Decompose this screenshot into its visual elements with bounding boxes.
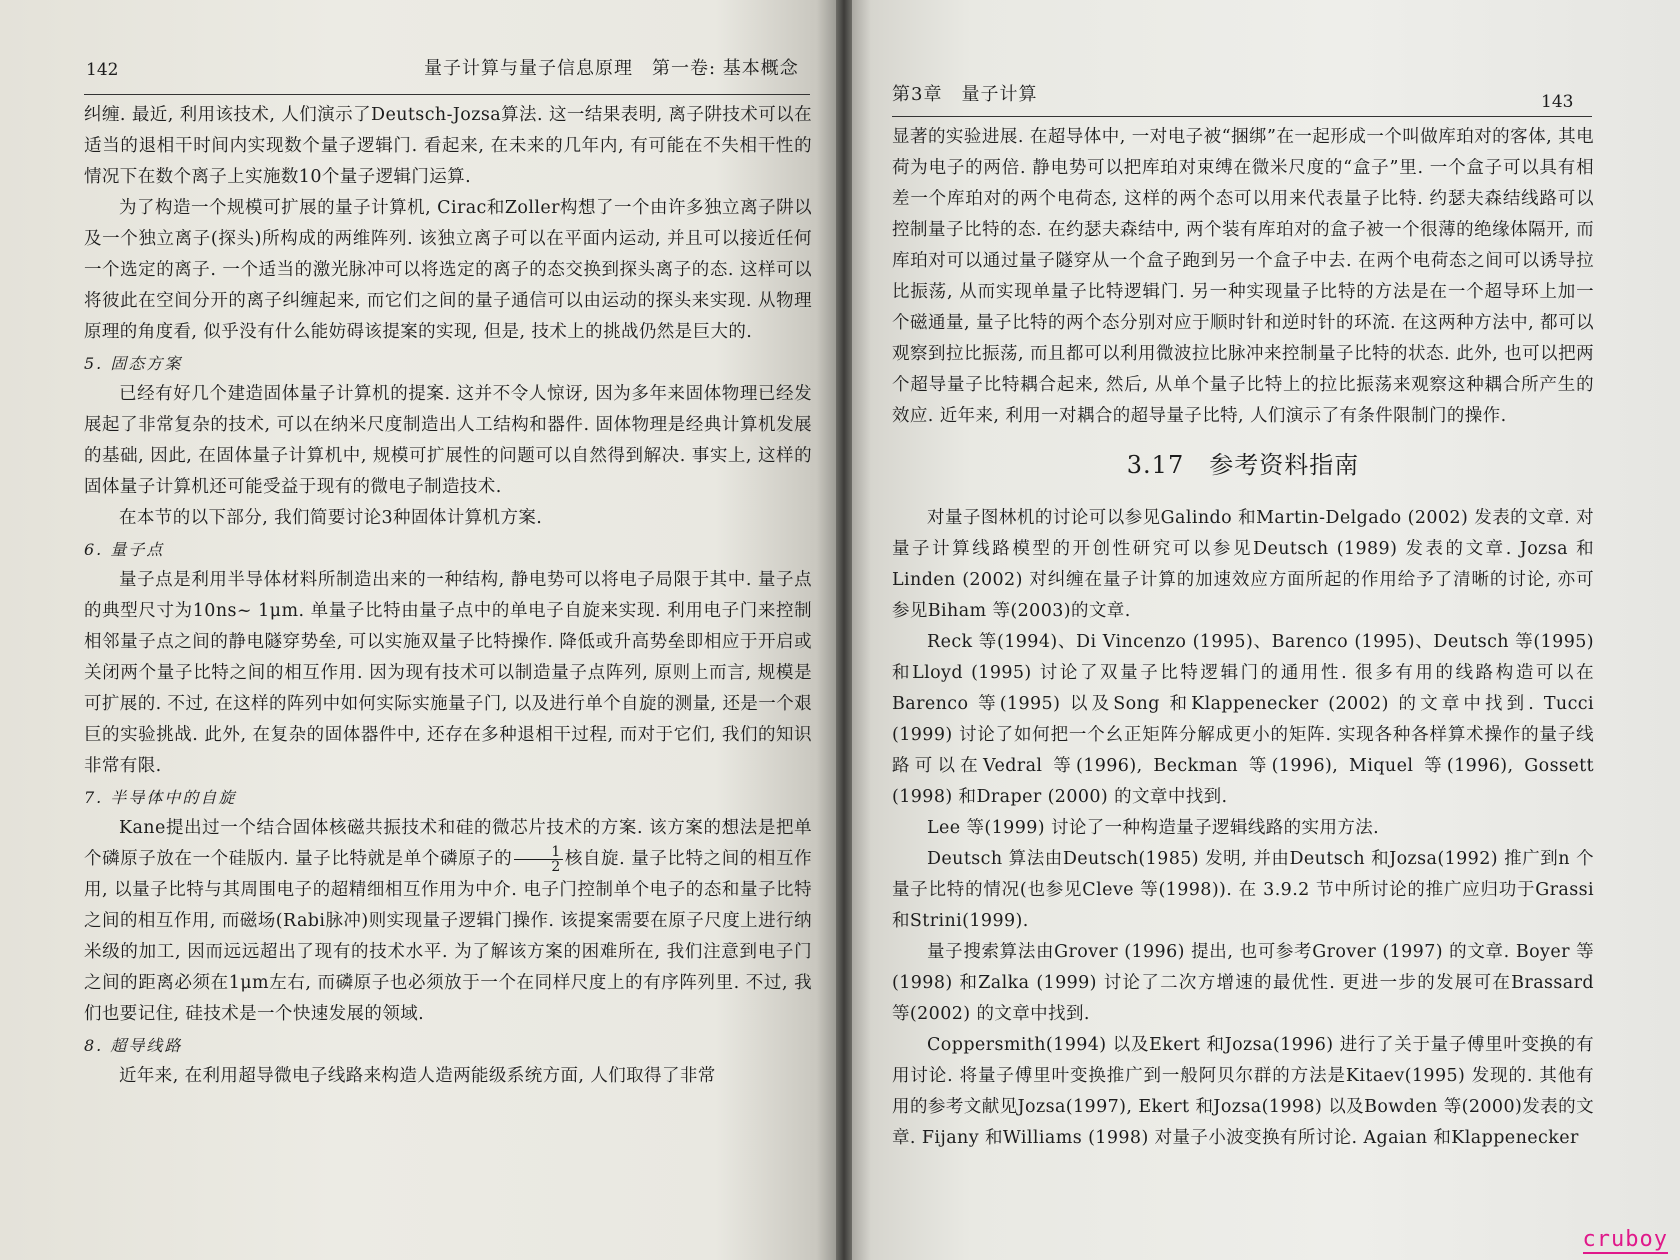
reference-paragraph: Deutsch 算法由Deutsch(1985) 发明, 并由Deutsch 和Jozsa(1992) 推广到n 个量子比特的情况(也参见Cleve 等(1998)). 在 3.9.2 节中所讨论的推广应归功于Grassi 和Strini(1999).	[892, 849, 1594, 931]
right-page-number: 143	[1541, 92, 1574, 112]
paragraph: 纠缠. 最近, 利用该技术, 人们演示了Deutsch-Jozsa算法. 这一结果表明, 离子阱技术可以在适当的退相干时间内实现数个量子逻辑门. 看起来, 在未来的几年内, 有可能在不失相干性的情况下在数个离子上实施数10个量子逻辑门运算.	[84, 105, 812, 187]
left-body	[84, 100, 812, 1092]
left-header-rule	[84, 94, 810, 95]
right-page	[846, 0, 1680, 1260]
reference-paragraph: 对量子图林机的讨论可以参见Galindo 和Martin-Delgado (2002) 发表的文章. 对量子计算线路模型的开创性研究可以参见Deutsch (1989) 发表的文章. Jozsa 和Linden (2002) 对纠缠在量子计算的加速效应方面所起的作用给予了清晰的讨论, 亦可参见Biham 等(2003)的文章.	[892, 508, 1594, 621]
paragraph: 显著的实验进展. 在超导体中, 一对电子被“捆绑”在一起形成一个叫做库珀对的客体, 其电荷为电子的两倍. 静电势可以把库珀对束缚在微米尺度的“盒子”里. 一个盒子可以具有相差一个库珀对的两个电荷态, 这样的两个态可以用来代表量子比特. 约瑟夫森结线路可以控制量子比特的态. 在约瑟夫森结中, 两个装有库珀对的盒子被一个很薄的绝缘体隔开, 而库珀对可以通过量子隧穿从一个盒子跑到另一个盒子中去. 在两个电荷态之间可以诱导拉比振荡, 从而实现单量子比特逻辑门. 另一种实现量子比特的方法是在一个超导环上加一个磁通量, 量子比特的两个态分别对应于顺时针和逆时针的环流. 在这两种方法中, 都可以观察到拉比振荡, 而且都可以利用微波拉比脉冲来控制量子比特的状态. 此外, 也可以把两个超导量子比特耦合起来, 然后, 从单个量子比特上的拉比振荡来观察这种耦合所产生的效应. 近年来, 利用一对耦合的超导量子比特, 人们演示了有条件限制门的操作.	[892, 127, 1594, 426]
left-running-header: 量子计算与量子信息原理 第一卷: 基本概念	[424, 58, 799, 79]
subsection-heading: 5. 固态方案	[84, 354, 183, 373]
watermark-text: cruboy	[1582, 1227, 1668, 1252]
left-page-number: 142	[86, 60, 119, 80]
paragraph-text: 核自旋. 量子比特之间的相互作用, 以量子比特与其周围电子的超精细相互作用为中介. 电子门控制单个电子的态和量子比特之间的相互作用, 而磁场(Rabi脉冲)则实现量子逻辑门操作. 该提案需要在原子尺度上进行纳米级的加工, 因而远远超出了现有的技术水平. 为了解该方案的困难所在, 我们注意到电子门之间的距离必须在1μm左右, 而磷原子也必须放于一个在同样尺度上的有序阵列里. 不过, 我们也要记住, 硅技术是一个快速发展的领域.	[84, 849, 813, 1024]
paragraph: 近年来, 在利用超导微电子线路来构造人造两能级系统方面, 人们取得了非常	[119, 1066, 716, 1086]
right-body	[892, 122, 1594, 1154]
book-gutter	[836, 0, 852, 1260]
paragraph: 为了构造一个规模可扩展的量子计算机, Cirac和Zoller构想了一个由许多独立离子阱以及一个独立离子(探头)所构成的两维阵列. 该独立离子可以在平面内运动, 并且可以接近任何一个选定的离子. 一个适当的激光脉冲可以将选定的离子的态交换到探头离子的态. 这样可以将彼此在空间分开的离子纠缠起来, 而它们之间的量子通信可以由运动的探头来实现. 从物理原理的角度看, 似乎没有什么能妨碍该提案的实现, 但是, 技术上的挑战仍然是巨大的.	[84, 198, 812, 342]
subsection-heading: 7. 半导体中的自旋	[84, 788, 237, 807]
subsection-heading: 8. 超导线路	[84, 1036, 183, 1055]
reference-paragraph: 量子搜索算法由Grover (1996) 提出, 也可参考Grover (1997) 的文章. Boyer 等(1998) 和Zalka (1999) 讨论了二次方增速的最优性. 更进一步的发展可在Brassard 等(2002) 的文章中找到.	[892, 942, 1594, 1024]
right-header-rule	[892, 116, 1592, 117]
reference-paragraph: Coppersmith(1994) 以及Ekert 和Jozsa(1996) 进行了关于量子傅里叶变换的有用讨论. 将量子傅里叶变换推广到一般阿贝尔群的方法是Kitaev(1995) 发现的. 其他有用的参考文献见Jozsa(1997), Ekert 和Jozsa(1998) 以及Bowden 等(2000)发表的文章. Fijany 和Williams (1998) 对量子小波变换有所讨论. Agaian 和Klappenecker	[892, 1035, 1594, 1148]
paragraph: 已经有好几个建造固体量子计算机的提案. 这并不令人惊讶, 因为多年来固体物理已经发展起了非常复杂的技术, 可以在纳米尺度制造出人工结构和器件. 固体物理是经典计算机发展的基础, 因此, 在固体量子计算机中, 规模可扩展性的问题可以自然得到解决. 事实上, 这样的固体量子计算机还可能受益于现有的微电子制造技术.	[84, 384, 812, 497]
paragraph	[84, 813, 812, 1030]
reference-paragraph: Lee 等(1999) 讨论了一种构造量子逻辑线路的实用方法.	[927, 818, 1380, 838]
fraction-one-half	[514, 845, 562, 874]
subsection-heading: 6. 量子点	[84, 540, 165, 559]
fraction-denominator: 2	[551, 859, 561, 875]
paragraph-text: Kane提出过一个结合固体核磁共振技术和硅的微芯片技术的方案. 该方案的想法是把单个磷原子放在一个硅版内. 量子比特就是单个磷原子的	[84, 818, 812, 869]
paragraph: 量子点是利用半导体材料所制造出来的一种结构, 静电势可以将电子局限于其中. 量子点的典型尺寸为10ns~ 1μm. 单量子比特由量子点中的单电子自旋来实现. 利用电子门来控制相邻量子点之间的静电隧穿势垒, 可以实施双量子比特操作. 降低或升高势垒即相应于开启或关闭两个量子比特之间的相互作用. 因为现有技术可以制造量子点阵列, 原则上而言, 规模是可扩展的. 不过, 在这样的阵列中如何实际实施量子门, 以及进行单个自旋的测量, 还是一个艰巨的实验挑战. 此外, 在复杂的固体器件中, 还存在多种退相干过程, 而对于它们, 我们的知识非常有限.	[84, 570, 812, 776]
right-running-header: 第3章 量子计算	[892, 84, 1038, 105]
section-title: 3.17 参考资料指南	[1126, 451, 1360, 479]
paragraph: 在本节的以下部分, 我们简要讨论3种固体计算机方案.	[119, 508, 543, 528]
fraction-numerator: 1	[514, 845, 562, 860]
reference-paragraph: Reck 等(1994)、Di Vincenzo (1995)、Barenco (1995)、Deutsch 等(1995) 和Lloyd (1995) 讨论了双量子比特逻辑门的通用性. 很多有用的线路构造可以在Barenco 等(1995) 以及Song 和Klappenecker (2002) 的文章中找到. Tucci (1999) 讨论了如何把一个幺正矩阵分解成更小的矩阵. 实现各种各样算术操作的量子线路可以在Vedral 等(1996), Beckman 等(1996), Miquel 等(1996), Gossett (1998) 和Draper (2000) 的文章中找到.	[892, 632, 1594, 807]
